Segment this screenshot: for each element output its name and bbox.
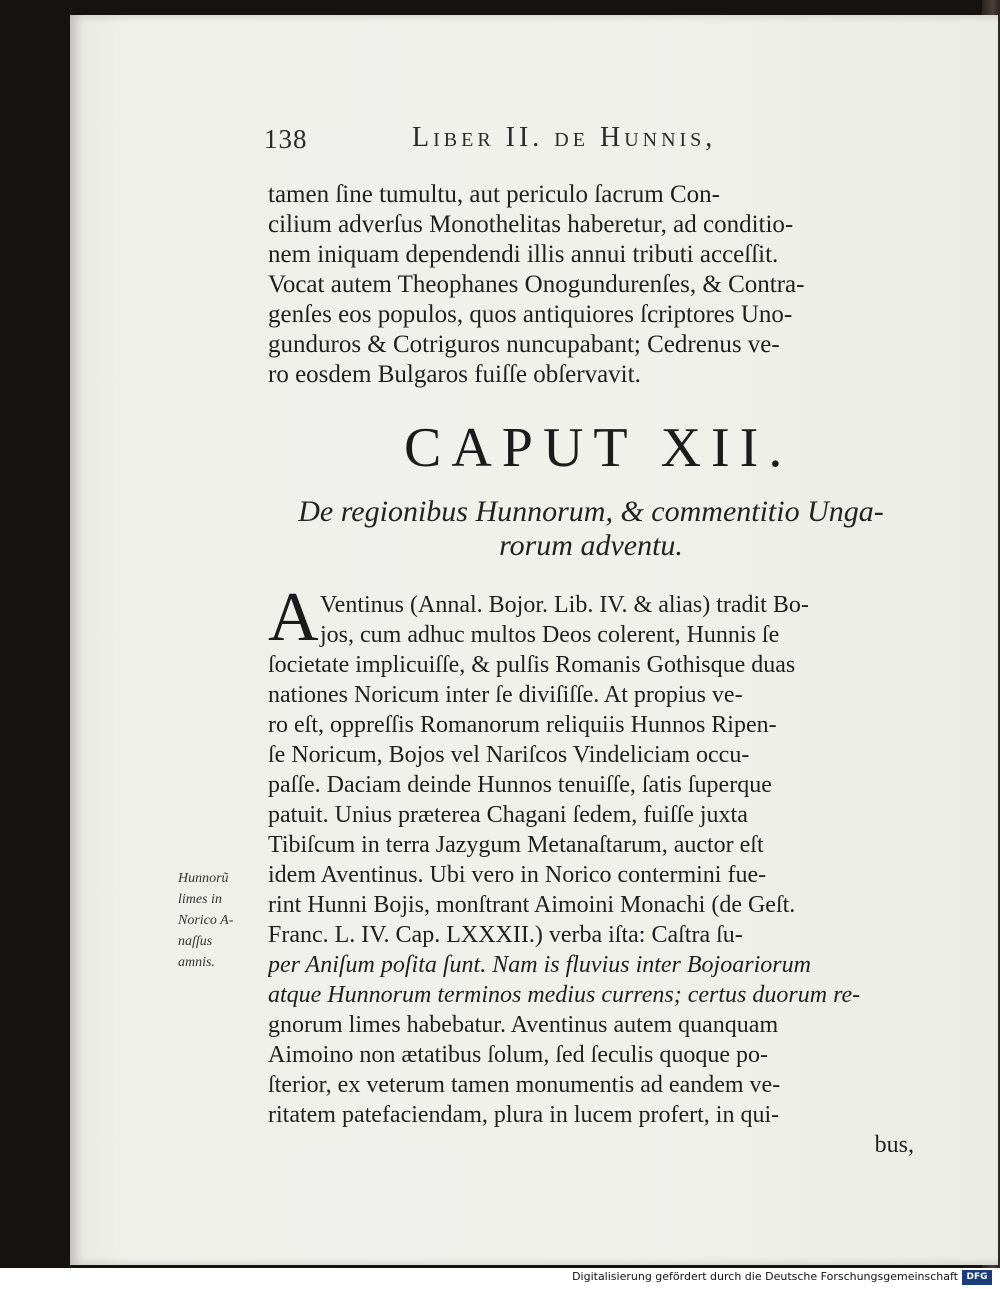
text-line: gunduros & Cotriguros nuncupabant; Cedrenus ve-: [268, 331, 780, 358]
body-line: ro eſt, oppreſſis Romanorum reliquiis Hunnos Ripen-: [268, 712, 777, 738]
marginal-note-line: Hunnorũ: [178, 871, 229, 886]
body-line: Ventinus (Annal. Bojor. Lib. IV. & alias) tradit Bo-: [320, 592, 809, 618]
text-line: Vocat autem Theophanes Onogundurenſes, & Contra-: [268, 271, 805, 298]
chapter-subtitle-line: De regionibus Hunnorum, & commentitio Unga-: [298, 495, 884, 528]
dfg-logo: DFG: [962, 1270, 992, 1285]
drop-cap: A: [268, 579, 319, 656]
top-paragraph: [268, 180, 914, 390]
body-line: ſe Noricum, Bojos vel Nariſcos Vindeliciam occu-: [268, 742, 750, 768]
body-line: nationes Noricum inter ſe diviſiſſe. At propius ve-: [268, 682, 743, 708]
footer-bar: [0, 1268, 1000, 1289]
body-line: idem Aventinus. Ubi vero in Norico contermini fue-: [268, 862, 767, 888]
text-line: genſes eos populos, quos antiquiores ſcriptores Uno-: [268, 301, 793, 328]
body-line: gnorum limes habebatur. Aventinus autem quanquam: [268, 1012, 779, 1038]
marginal-note-line: amnis.: [178, 955, 215, 970]
running-title: Liber II. de Hunnis,: [412, 122, 717, 153]
marginal-note: [178, 868, 258, 973]
body-line: Aimoino non ætatibus ſolum, ſed ſeculis quoque po-: [268, 1042, 768, 1068]
body-line: jos, cum adhuc multos Deos colerent, Hunnis ſe: [320, 622, 780, 648]
text-line: ro eosdem Bulgaros fuiſſe obſervavit.: [268, 361, 641, 388]
text-line: tamen ſine tumultu, aut periculo ſacrum Con-: [268, 181, 720, 208]
chapter-subtitle-line: rorum adventu.: [499, 529, 683, 562]
footer-credit: Digitalisierung gefördert durch die Deutsche Forschungsgemeinschaft: [572, 1270, 958, 1283]
body-line: rint Hunni Bojis, monſtrant Aimoini Monachi (de Geſt.: [268, 892, 796, 918]
chapter-title: CAPUT XII.: [404, 417, 793, 479]
body-line: paſſe. Daciam deinde Hunnos tenuiſſe, ſatis ſuperque: [268, 772, 772, 798]
body-line: ſterior, ex veterum tamen monumentis ad eandem ve-: [268, 1072, 781, 1098]
body-line: patuit. Unius præterea Chagani ſedem, fuiſſe juxta: [268, 802, 748, 828]
marginal-note-line: naſſus: [178, 934, 213, 949]
text-line: cilium adverſus Monothelitas haberetur, ad conditio-: [268, 211, 794, 238]
body-line: ſocietate implicuiſſe, & pulſis Romanis Gothisque duas: [268, 652, 796, 678]
body-line: per Aniſum poſita ſunt. Nam is fluvius inter Bojoariorum: [268, 952, 811, 978]
body-line: Franc. L. IV. Cap. LXXXII.) verba iſta: Caſtra ſu-: [268, 922, 743, 948]
body-text: [268, 592, 914, 1162]
chapter-subtitle: [268, 495, 914, 563]
body-line: atque Hunnorum terminos medius currens; certus duorum re-: [268, 982, 861, 1008]
body-line: Tibiſcum in terra Jazygum Metanaſtarum, auctor eſt: [268, 832, 764, 858]
marginal-note-line: limes in: [178, 892, 222, 907]
text-line: nem iniquam dependendi illis annui tributi acceſſit.: [268, 241, 779, 268]
body-line: ritatem patefaciendam, plura in lucem profert, in qui-: [268, 1102, 780, 1128]
body-line: bus,: [874, 1132, 914, 1158]
running-head: [264, 118, 914, 158]
page-number: 138: [264, 124, 308, 154]
marginal-note-line: Norico A-: [178, 913, 234, 928]
